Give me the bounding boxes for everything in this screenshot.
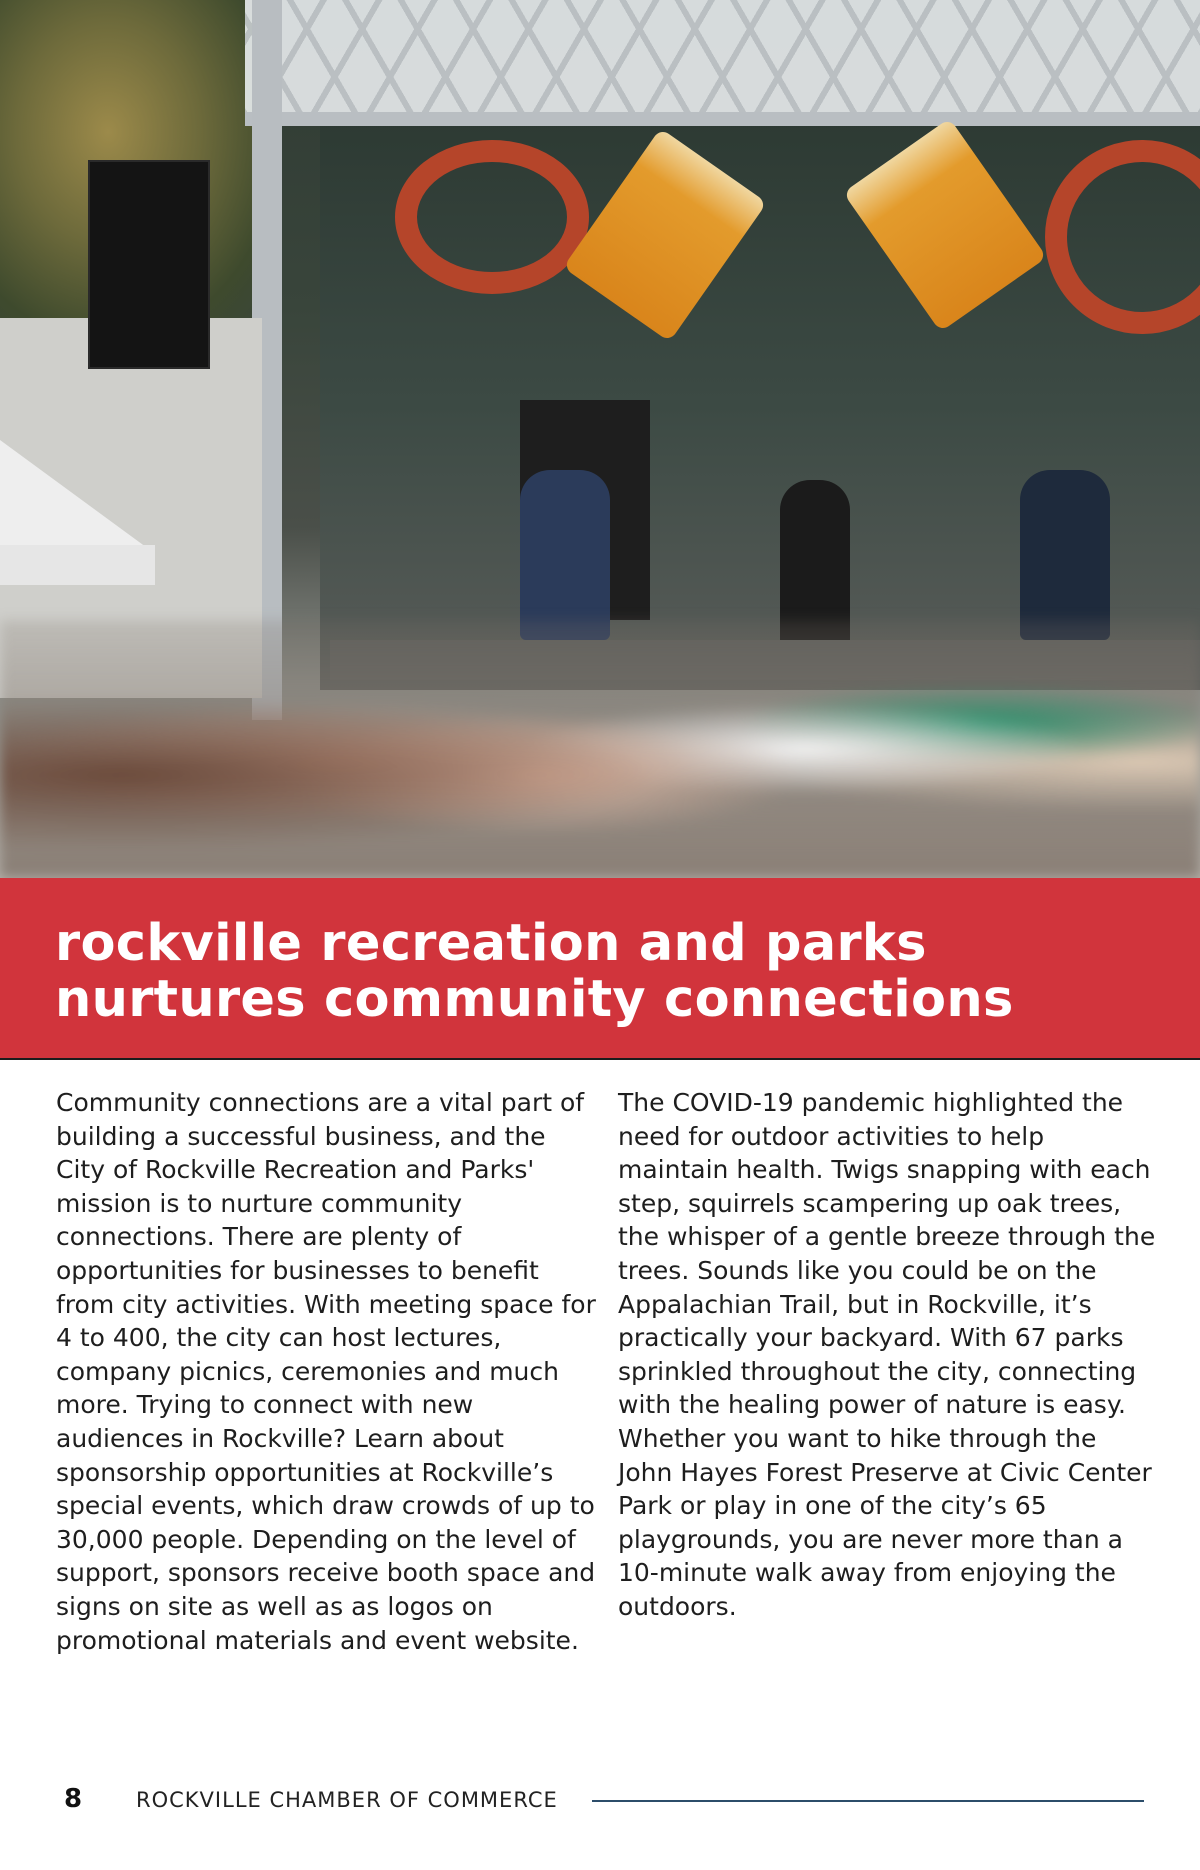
page-footer [0, 1780, 1200, 1820]
article-title [55, 916, 1165, 1028]
truss-bar [245, 112, 1200, 126]
blurred-crowd [0, 620, 1200, 878]
title-band [0, 878, 1200, 1060]
tent-roof [0, 440, 150, 550]
publication-name: ROCKVILLE CHAMBER OF COMMERCE [136, 1788, 558, 1812]
bassist [1020, 470, 1110, 640]
stage-truss [245, 0, 1200, 120]
body-paragraph-left: Community connections are a vital part of building a successful business, and the City of Rockville Recreation and Parks' mission is to nurture community connections. There are plenty of opportunities for businesses to benefit from city activities. With meeting space for 4 to 400, the city can host lectures, company picnics, ceremonies and much more. Trying to connect with new audiences in Rockville? Learn about sponsorship opportunities at Rockville’s special events, which draw crowds of up to 30,000 people. Depending on the level of support, sponsors receive booth space and signs on site as well as as logos on promotional materials and event website. [56, 1088, 596, 1655]
page-number: 8 [64, 1784, 83, 1814]
pretzel-decoration [395, 140, 589, 294]
title-line-1: rockville recreation and parks [55, 914, 927, 973]
title-line-2: nurtures community connections [55, 970, 1014, 1029]
speaker-stack [88, 160, 210, 369]
footer-rule [592, 1800, 1144, 1802]
tent-body [0, 545, 155, 585]
body-paragraph-right: The COVID-19 pandemic highlighted the need for outdoor activities to help maintain health. Twigs snapping with each step, squirrels scampering up oak trees, the whisper of a gentle breeze through the trees. Sounds like you could be on the Appalachian Trail, but in Rockville, it’s practically your backyard. With 67 parks sprinkled throughout the city, connecting with the healing power of nature is easy. Whether you want to hike through the John Hayes Forest Preserve at Civic Center Park or play in one of the city’s 65 playgrounds, you are never more than a 10-minute walk away from enjoying the outdoors. [618, 1088, 1156, 1621]
guitarist [520, 470, 610, 640]
hero-photo-band-on-stage [0, 0, 1200, 878]
